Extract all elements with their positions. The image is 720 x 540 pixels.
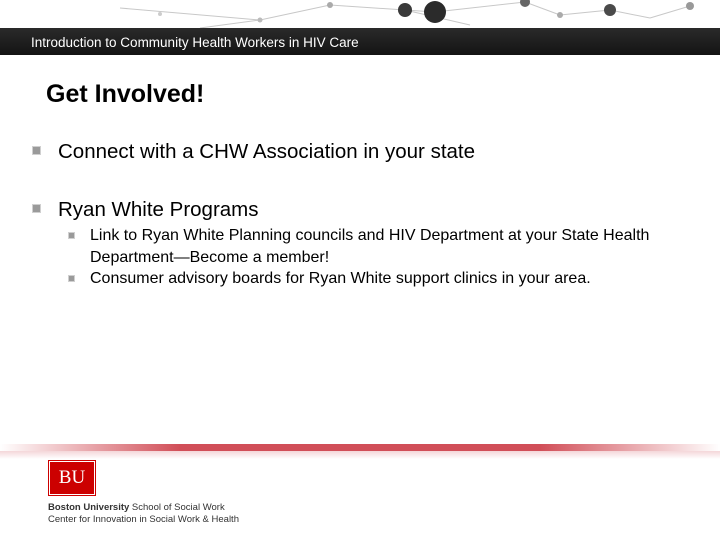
sub-bullet-item [68,225,688,268]
bullet-item [32,198,259,222]
bullet-text: Ryan White Programs [58,198,259,221]
footer-school-name [48,502,225,513]
footer-center-name: Center for Innovation in Social Work & Health [48,514,239,525]
bullet-square-icon [32,204,41,213]
sub-bullet-list [68,225,688,290]
footer-school: School of Social Work [129,502,225,513]
sub-bullet-square-icon [68,232,75,239]
bullet-square-icon [32,146,41,155]
sub-bullet-text: Link to Ryan White Planning councils and HIV Department at your State Health Department—Become a member! [90,227,650,266]
bullet-text: Connect with a CHW Association in your state [58,140,476,163]
header-title: Introduction to Community Health Workers in HIV Care [31,35,359,50]
header-network-graphic [0,0,720,30]
footer-divider-fade [0,451,720,459]
sub-bullet-text: Consumer advisory boards for Ryan White support clinics in your area. [90,270,591,287]
bu-logo: BU [49,461,95,495]
bullet-item [32,140,475,164]
sub-bullet-square-icon [68,275,75,282]
footer-university: Boston University [48,502,130,513]
sub-bullet-item [68,268,688,290]
slide-title: Get Involved! [46,80,205,108]
